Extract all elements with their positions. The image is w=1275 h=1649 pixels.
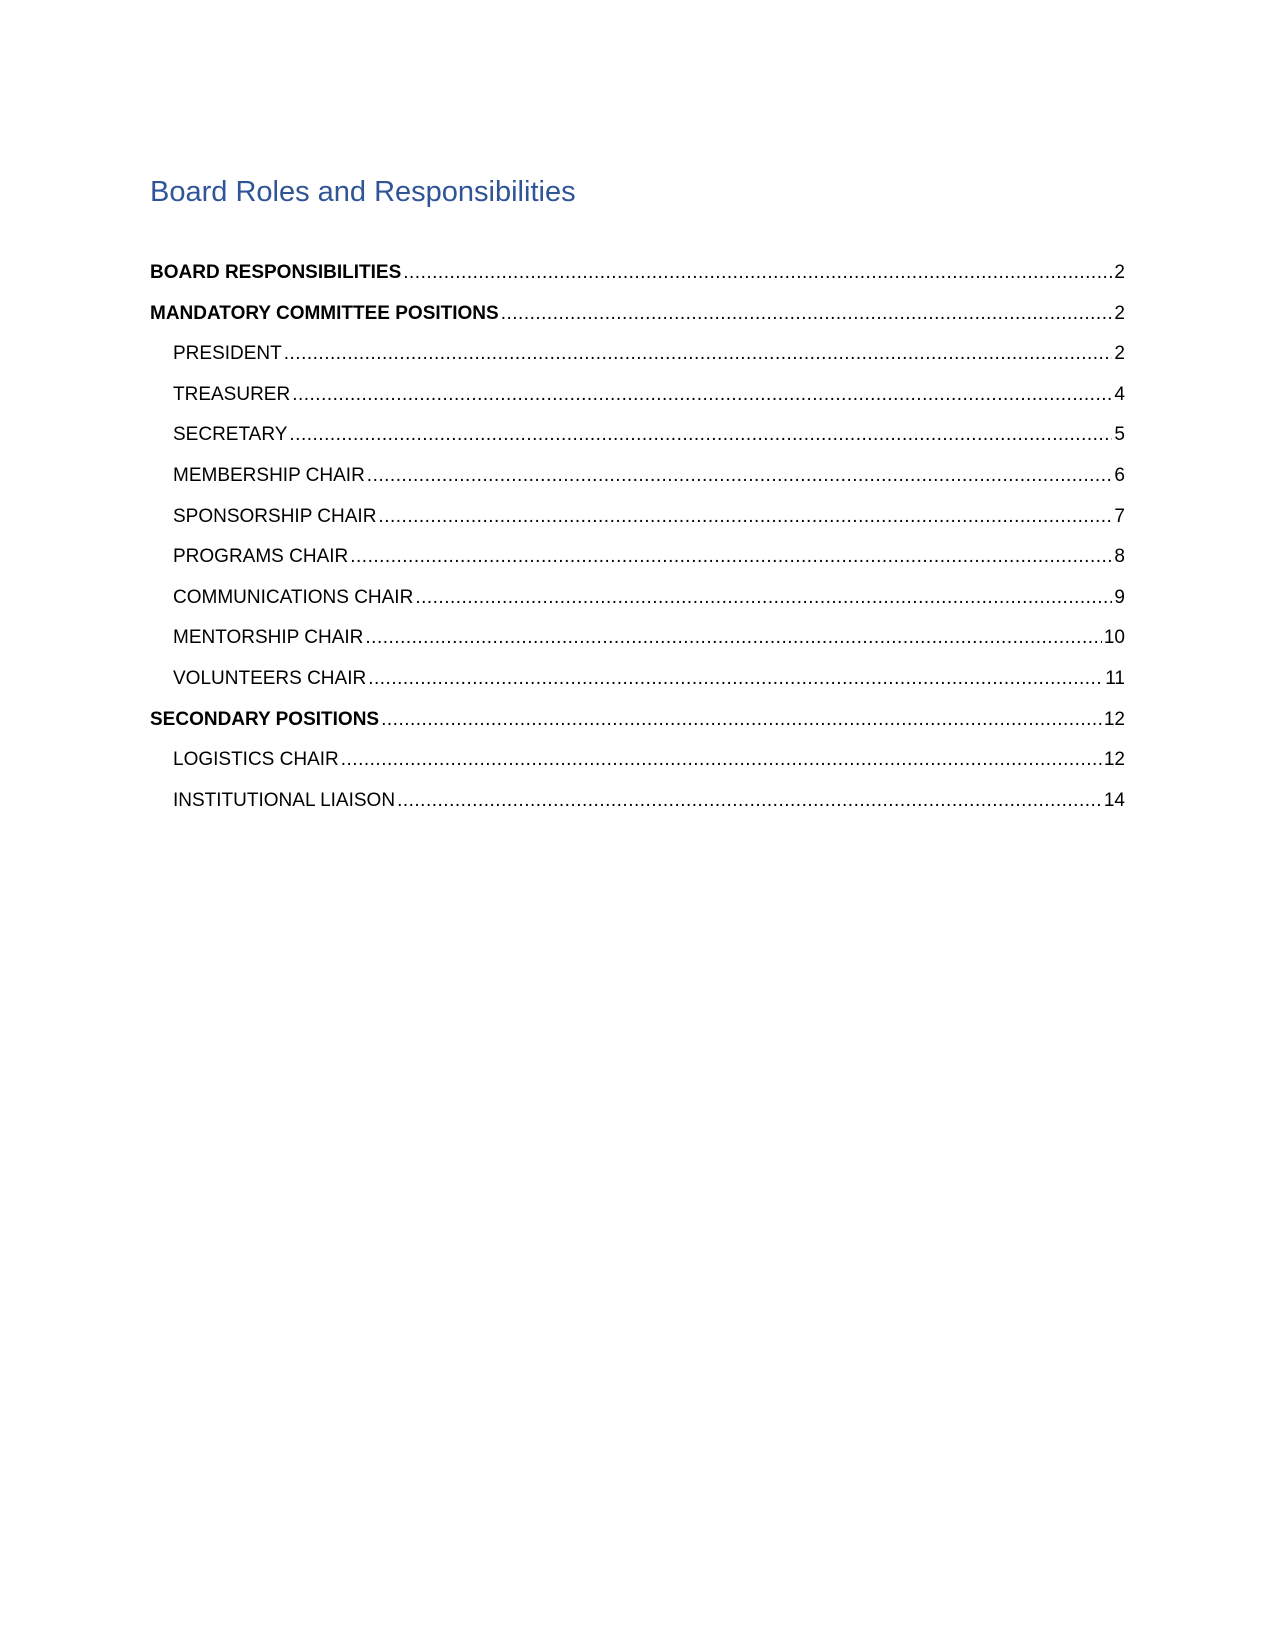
toc-entry-label: TREASURER <box>173 383 291 405</box>
toc-page-number: 11 <box>1105 667 1125 689</box>
toc-entry-board-responsibilities[interactable] <box>150 258 1125 299</box>
toc-dot-leader <box>381 705 1102 735</box>
toc-entry-treasurer[interactable] <box>150 380 1125 421</box>
toc-entry-mandatory-committee-positions[interactable] <box>150 299 1125 340</box>
toc-page-number: 2 <box>1114 262 1125 283</box>
toc-page-number: 2 <box>1114 343 1125 365</box>
toc-entry-secondary-positions[interactable] <box>150 705 1125 746</box>
toc-entry-label: MEMBERSHIP CHAIR <box>173 464 365 486</box>
toc-dot-leader <box>403 258 1112 288</box>
toc-dot-leader <box>368 664 1103 694</box>
toc-dot-leader <box>378 502 1112 532</box>
toc-entry-label: SECONDARY POSITIONS <box>150 708 380 730</box>
toc-page-number: 8 <box>1114 546 1125 568</box>
toc-entry-label: MANDATORY COMMITTEE POSITIONS <box>150 302 499 324</box>
toc-page-number: 12 <box>1103 708 1125 730</box>
toc-entry-label: COMMUNICATIONS CHAIR <box>173 586 414 608</box>
toc-entry-programs-chair[interactable] <box>150 542 1125 583</box>
toc-entry-secretary[interactable] <box>150 420 1125 461</box>
toc-entry-label: MENTORSHIP CHAIR <box>173 627 364 649</box>
toc-page-number: 4 <box>1114 383 1125 405</box>
toc-entry-label: LOGISTICS CHAIR <box>173 749 339 771</box>
toc-page-number: 7 <box>1114 505 1125 527</box>
toc-page-number: 2 <box>1114 302 1125 324</box>
toc-entry-institutional-liaison[interactable] <box>150 786 1125 827</box>
toc-dot-leader <box>284 339 1113 369</box>
toc-entry-label: SPONSORSHIP CHAIR <box>173 505 377 527</box>
toc-entry-label: VOLUNTEERS CHAIR <box>173 667 367 689</box>
toc-entry-volunteers-chair[interactable] <box>150 664 1125 705</box>
toc-dot-leader <box>289 420 1112 450</box>
toc-entry-label: INSTITUTIONAL LIAISON <box>173 789 396 811</box>
toc-dot-leader <box>365 623 1101 653</box>
toc-entry-label: BOARD RESPONSIBILITIES <box>150 262 402 283</box>
toc-entry-logistics-chair[interactable] <box>150 745 1125 786</box>
toc-page-number: 6 <box>1114 464 1125 486</box>
table-of-contents <box>150 258 1125 826</box>
toc-page-number: 5 <box>1114 424 1125 446</box>
page-title: Board Roles and Responsibilities <box>150 176 576 208</box>
toc-page-number: 9 <box>1114 586 1125 608</box>
toc-dot-leader <box>350 542 1112 572</box>
toc-entry-sponsorship-chair[interactable] <box>150 502 1125 543</box>
toc-dot-leader <box>367 461 1113 491</box>
toc-page-number: 10 <box>1103 627 1125 649</box>
toc-dot-leader <box>415 583 1112 613</box>
toc-entry-president[interactable] <box>150 339 1125 380</box>
toc-entry-label: PRESIDENT <box>173 343 282 365</box>
toc-dot-leader <box>292 380 1112 410</box>
toc-dot-leader <box>341 745 1102 775</box>
toc-entry-communications-chair[interactable] <box>150 583 1125 624</box>
toc-entry-label: SECRETARY <box>173 424 288 446</box>
toc-entry-membership-chair[interactable] <box>150 461 1125 502</box>
toc-page-number: 14 <box>1103 789 1125 811</box>
toc-dot-leader <box>397 786 1102 816</box>
toc-page-number: 12 <box>1103 749 1125 771</box>
toc-entry-label: PROGRAMS CHAIR <box>173 546 349 568</box>
toc-entry-mentorship-chair[interactable] <box>150 623 1125 664</box>
toc-dot-leader <box>501 299 1113 329</box>
